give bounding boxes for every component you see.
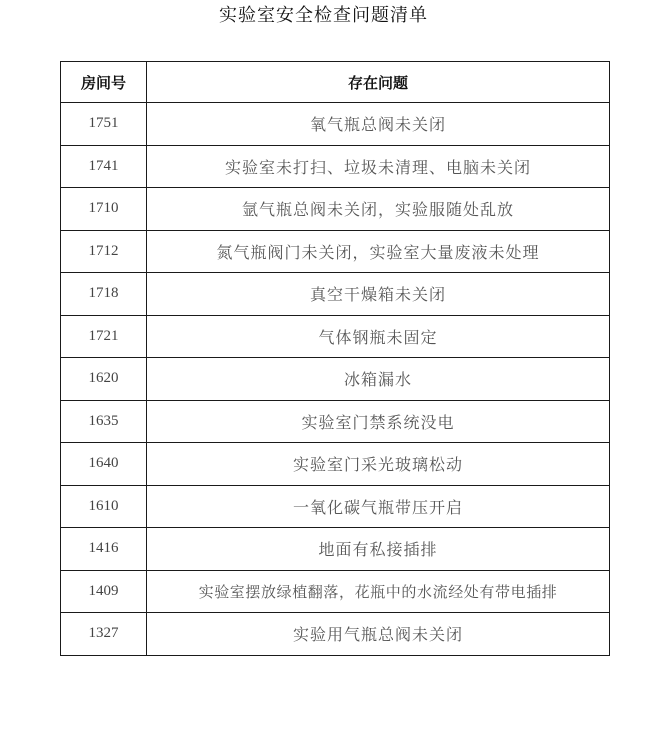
room-number-cell: 1620 [61, 358, 147, 401]
issue-cell: 实验室门禁系统没电 [147, 400, 610, 443]
page-title: 实验室安全检查问题清单 [219, 5, 428, 26]
room-number-cell: 1718 [61, 273, 147, 316]
room-number-cell: 1409 [61, 570, 147, 613]
table-row [61, 315, 610, 358]
table-row [61, 230, 610, 273]
issue-cell: 真空干燥箱未关闭 [147, 273, 610, 316]
table-row [61, 400, 610, 443]
issue-cell: 实验室门采光玻璃松动 [147, 443, 610, 486]
table-header-row [61, 62, 610, 103]
table-row [61, 145, 610, 188]
header-room: 房间号 [61, 62, 147, 103]
issues-table [60, 61, 610, 656]
room-number-cell: 1640 [61, 443, 147, 486]
room-number-cell: 1721 [61, 315, 147, 358]
table-row [61, 485, 610, 528]
table-row [61, 528, 610, 571]
header-issue: 存在问题 [147, 62, 610, 103]
issue-cell: 实验室未打扫、垃圾未清理、电脑未关闭 [147, 145, 610, 188]
issue-cell: 实验室摆放绿植翻落，花瓶中的水流经处有带电插排 [147, 570, 610, 613]
issue-cell: 实验用气瓶总阀未关闭 [147, 613, 610, 656]
room-number-cell: 1741 [61, 145, 147, 188]
table-row [61, 188, 610, 231]
table-row [61, 570, 610, 613]
issue-cell: 冰箱漏水 [147, 358, 610, 401]
room-number-cell: 1712 [61, 230, 147, 273]
room-number-cell: 1635 [61, 400, 147, 443]
table-row [61, 358, 610, 401]
table-row [61, 273, 610, 316]
issue-cell: 一氧化碳气瓶带压开启 [147, 485, 610, 528]
room-number-cell: 1416 [61, 528, 147, 571]
issue-cell: 氧气瓶总阀未关闭 [147, 103, 610, 146]
issue-cell: 氮气瓶阀门未关闭，实验室大量废液未处理 [147, 230, 610, 273]
issue-cell: 地面有私接插排 [147, 528, 610, 571]
table-row [61, 443, 610, 486]
table-row [61, 103, 610, 146]
room-number-cell: 1610 [61, 485, 147, 528]
issue-cell: 氩气瓶总阀未关闭，实验服随处乱放 [147, 188, 610, 231]
room-number-cell: 1710 [61, 188, 147, 231]
room-number-cell: 1327 [61, 613, 147, 656]
table-row [61, 613, 610, 656]
issue-cell: 气体钢瓶未固定 [147, 315, 610, 358]
room-number-cell: 1751 [61, 103, 147, 146]
